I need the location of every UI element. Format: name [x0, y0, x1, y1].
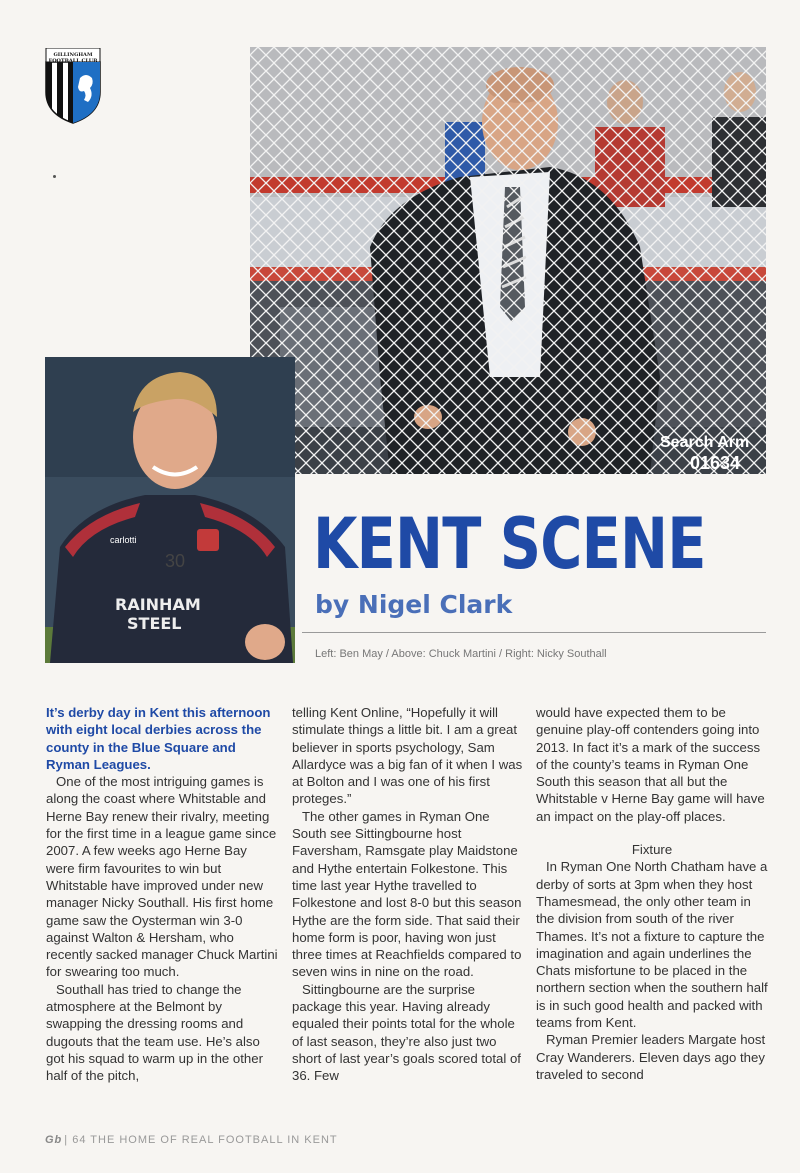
paragraph: Ryman Premier leaders Margate host Cray Wanderers. Eleven days ago they traveled to second: [536, 1032, 766, 1082]
shirt-text-2: STEEL: [127, 614, 182, 633]
article-column-2: [292, 704, 524, 1085]
shirt-brand: carlotti: [110, 535, 137, 545]
footer-logo: Gb: [45, 1134, 63, 1146]
article-column-1: [46, 704, 278, 1085]
paragraph: The other games in Ryman One South see Sittingbourne host Faversham, Ramsgate play Maidstone and Hythe entertain Folkestone. This time last year Hythe travelled to Folkestone and lost 8-0 but this season Hythe are the form side. That said their home form is poor, having won just three times at Reachfields compared to seven wins in nine on the road.: [292, 808, 522, 980]
club-crest: [44, 48, 102, 124]
section-subhead: Fixture: [631, 842, 673, 858]
crest-text: [44, 52, 102, 64]
paragraph: One of the most intriguing games is along the coast where Whitstable and Herne Bay renew their rivalry, meeting for the first time in a league game since 2007. A few weeks ago Herne Bay were firm favourites to win but Whitstable have improved under new manager Nicky Southall. His first home game saw the Oysterman win 3-0 against Walton & Hersham, who recently sacked manager Chuck Martini for swearing too much.: [46, 774, 278, 980]
photo-ben-may: [45, 357, 295, 663]
photo-chuck-martini: [250, 47, 766, 474]
photo-caption: Left: Ben May / Above: Chuck Martini / Right: Nicky Southall: [315, 648, 607, 660]
paragraph: telling Kent Online, “Hopefully it will stimulate things a little bit. I am a great believer in sports psychology, Sam Allardyce was a big fan of it when I was at Bolton and I was one of his first proteges.”: [292, 705, 523, 807]
article-column-3: [536, 704, 768, 1083]
article-headline: KENT SCENE: [313, 503, 706, 585]
divider: [302, 632, 766, 633]
crest-text-line2: FOOTBALL CLUB: [48, 58, 98, 64]
banner-text-2: 01634: [690, 453, 741, 473]
banner-text-1: Search Arm: [660, 434, 750, 451]
shirt-number: 30: [165, 551, 186, 571]
paragraph: Southall has tried to change the atmosphere at the Belmont by swapping the dressing rooms and dugouts that the team use. He’s also got his squad to warm up in the other half of the pitch,: [46, 981, 263, 1084]
paragraph: Sittingbourne are the surprise package this year. Having already equaled their points total for the whole of last season, they’re also just two short of last year’s goals scored total of 36. Few: [292, 981, 521, 1084]
shirt-text-1: RAINHAM: [115, 595, 201, 614]
article-byline: by Nigel Clark: [315, 590, 513, 619]
paragraph: would have expected them to be genuine play-off contenders going into 2013. In fact it’s a mark of the success of the county’s teams in Ryman One South this season that all but the Whitstable v Herne Bay game will have an impact on the play-off places.: [536, 705, 765, 824]
lead-paragraph: It’s derby day in Kent this afternoon with eight local derbies across the county in the Blue Square and Ryman Leagues.: [46, 705, 271, 772]
footer-text: | 64 THE HOME OF REAL FOOTBALL IN KENT: [64, 1134, 338, 1146]
decorative-dot: [53, 175, 56, 178]
paragraph: In Ryman One North Chatham have a derby of sorts at 3pm when they host Thamesmead, the only other team in the division from south of the river Thames. It’s not a fixture to capture the imagination and again underlines the Chats misfortune to be placed in the northern section when the southern half is in such good health and packed with teams from Kent.: [536, 859, 768, 1031]
page-footer: [45, 1134, 338, 1146]
crest-text-line1: GILLINGHAM: [53, 52, 93, 58]
